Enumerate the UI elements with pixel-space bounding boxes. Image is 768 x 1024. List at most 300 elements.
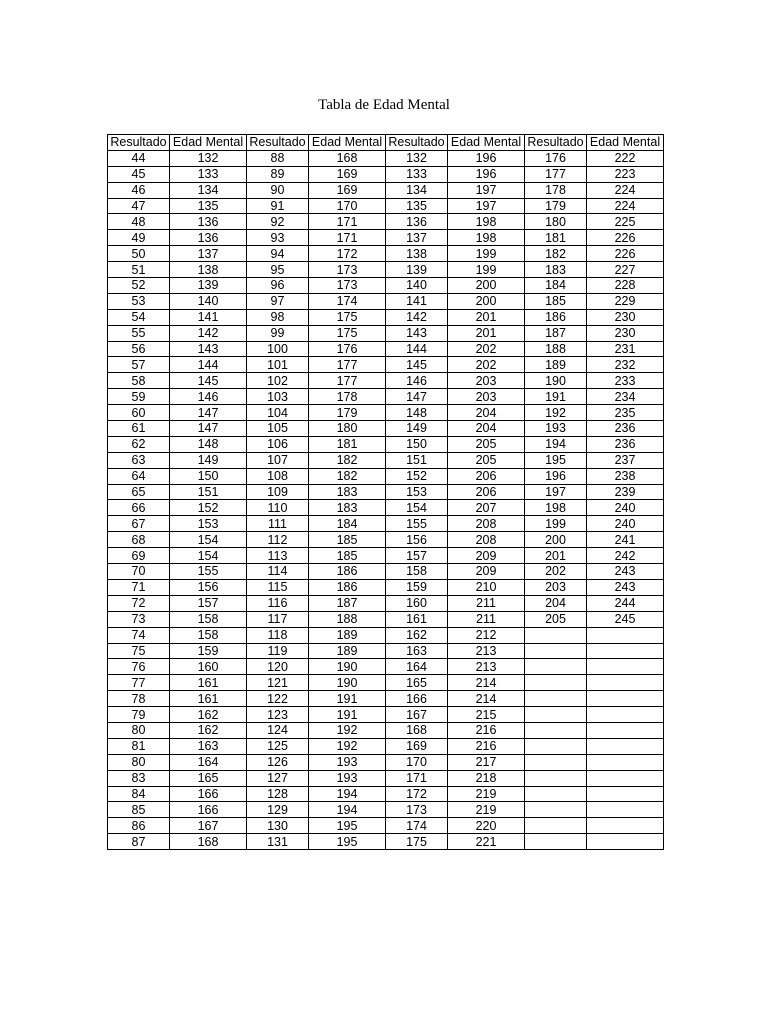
- cell-resultado: 202: [525, 564, 587, 580]
- cell-resultado: 105: [247, 421, 309, 437]
- table-row: [108, 579, 664, 595]
- cell-resultado: 53: [108, 293, 170, 309]
- cell-resultado: 107: [247, 452, 309, 468]
- cell-edad-mental: 176: [309, 341, 386, 357]
- cell-edad-mental: 201: [448, 325, 525, 341]
- cell-edad-mental: [587, 754, 664, 770]
- cell-edad-mental: 232: [587, 357, 664, 373]
- cell-edad-mental: 193: [309, 754, 386, 770]
- cell-resultado: 132: [386, 150, 448, 166]
- cell-edad-mental: 153: [170, 516, 247, 532]
- table-row: [108, 484, 664, 500]
- cell-edad-mental: 140: [170, 293, 247, 309]
- cell-resultado: 62: [108, 436, 170, 452]
- cell-resultado: 51: [108, 262, 170, 278]
- page-title: Tabla de Edad Mental: [318, 97, 450, 113]
- table-row: [108, 548, 664, 564]
- table-row: [108, 230, 664, 246]
- cell-resultado: 91: [247, 198, 309, 214]
- cell-resultado: 72: [108, 595, 170, 611]
- cell-edad-mental: 191: [309, 707, 386, 723]
- cell-edad-mental: 174: [309, 293, 386, 309]
- cell-resultado: [525, 643, 587, 659]
- cell-edad-mental: 165: [170, 770, 247, 786]
- cell-resultado: 81: [108, 738, 170, 754]
- cell-resultado: 162: [386, 627, 448, 643]
- cell-resultado: 75: [108, 643, 170, 659]
- cell-edad-mental: 199: [448, 246, 525, 262]
- cell-edad-mental: 185: [309, 548, 386, 564]
- cell-edad-mental: 231: [587, 341, 664, 357]
- cell-resultado: 47: [108, 198, 170, 214]
- cell-resultado: 161: [386, 611, 448, 627]
- cell-resultado: 58: [108, 373, 170, 389]
- cell-resultado: 152: [386, 468, 448, 484]
- table-row: [108, 150, 664, 166]
- cell-resultado: 198: [525, 500, 587, 516]
- mental-age-table: [107, 134, 664, 850]
- cell-resultado: 145: [386, 357, 448, 373]
- cell-resultado: 74: [108, 627, 170, 643]
- cell-resultado: 151: [386, 452, 448, 468]
- cell-edad-mental: 171: [309, 214, 386, 230]
- cell-edad-mental: 177: [309, 373, 386, 389]
- cell-resultado: 97: [247, 293, 309, 309]
- table-body: [108, 150, 664, 849]
- cell-resultado: 55: [108, 325, 170, 341]
- table-row: [108, 659, 664, 675]
- cell-edad-mental: 213: [448, 643, 525, 659]
- cell-edad-mental: 242: [587, 548, 664, 564]
- cell-edad-mental: 211: [448, 595, 525, 611]
- cell-edad-mental: 229: [587, 293, 664, 309]
- cell-edad-mental: 202: [448, 357, 525, 373]
- cell-resultado: 114: [247, 564, 309, 580]
- cell-edad-mental: 169: [309, 166, 386, 182]
- cell-resultado: 101: [247, 357, 309, 373]
- cell-resultado: 196: [525, 468, 587, 484]
- cell-edad-mental: 147: [170, 405, 247, 421]
- cell-resultado: 171: [386, 770, 448, 786]
- table-row: [108, 786, 664, 802]
- cell-resultado: 87: [108, 834, 170, 850]
- cell-edad-mental: 240: [587, 500, 664, 516]
- cell-resultado: 200: [525, 532, 587, 548]
- cell-resultado: 137: [386, 230, 448, 246]
- table-row: [108, 246, 664, 262]
- cell-resultado: 61: [108, 421, 170, 437]
- cell-edad-mental: 193: [309, 770, 386, 786]
- cell-resultado: 110: [247, 500, 309, 516]
- cell-edad-mental: 200: [448, 278, 525, 294]
- cell-resultado: 197: [525, 484, 587, 500]
- cell-resultado: 141: [386, 293, 448, 309]
- cell-edad-mental: 196: [448, 166, 525, 182]
- cell-edad-mental: 201: [448, 309, 525, 325]
- cell-resultado: 65: [108, 484, 170, 500]
- cell-resultado: 177: [525, 166, 587, 182]
- cell-resultado: 68: [108, 532, 170, 548]
- table-row: [108, 405, 664, 421]
- cell-edad-mental: 202: [448, 341, 525, 357]
- cell-edad-mental: 222: [587, 150, 664, 166]
- cell-edad-mental: 194: [309, 786, 386, 802]
- cell-edad-mental: 161: [170, 691, 247, 707]
- cell-resultado: 46: [108, 182, 170, 198]
- cell-resultado: 84: [108, 786, 170, 802]
- cell-edad-mental: [587, 691, 664, 707]
- column-header-resultado: Resultado: [247, 135, 309, 151]
- cell-edad-mental: 167: [170, 818, 247, 834]
- cell-edad-mental: 183: [309, 484, 386, 500]
- cell-resultado: 128: [247, 786, 309, 802]
- cell-resultado: 49: [108, 230, 170, 246]
- cell-resultado: 80: [108, 754, 170, 770]
- column-header-resultado: Resultado: [108, 135, 170, 151]
- cell-edad-mental: 219: [448, 802, 525, 818]
- cell-edad-mental: 143: [170, 341, 247, 357]
- cell-edad-mental: 146: [170, 389, 247, 405]
- cell-resultado: 170: [386, 754, 448, 770]
- cell-edad-mental: 208: [448, 532, 525, 548]
- cell-edad-mental: 216: [448, 738, 525, 754]
- cell-edad-mental: 224: [587, 198, 664, 214]
- cell-resultado: [525, 834, 587, 850]
- cell-resultado: 166: [386, 691, 448, 707]
- cell-resultado: 172: [386, 786, 448, 802]
- cell-edad-mental: 190: [309, 675, 386, 691]
- cell-resultado: 142: [386, 309, 448, 325]
- cell-resultado: 73: [108, 611, 170, 627]
- cell-resultado: 131: [247, 834, 309, 850]
- cell-resultado: 164: [386, 659, 448, 675]
- cell-resultado: [525, 770, 587, 786]
- cell-edad-mental: 175: [309, 309, 386, 325]
- cell-edad-mental: 186: [309, 564, 386, 580]
- cell-resultado: [525, 738, 587, 754]
- cell-edad-mental: 227: [587, 262, 664, 278]
- cell-edad-mental: 205: [448, 436, 525, 452]
- cell-edad-mental: [587, 643, 664, 659]
- cell-resultado: 125: [247, 738, 309, 754]
- cell-edad-mental: 141: [170, 309, 247, 325]
- cell-edad-mental: 195: [309, 818, 386, 834]
- cell-edad-mental: 151: [170, 484, 247, 500]
- cell-edad-mental: 207: [448, 500, 525, 516]
- cell-edad-mental: [587, 818, 664, 834]
- cell-edad-mental: 150: [170, 468, 247, 484]
- cell-edad-mental: [587, 675, 664, 691]
- cell-edad-mental: 179: [309, 405, 386, 421]
- cell-resultado: 64: [108, 468, 170, 484]
- cell-edad-mental: [587, 722, 664, 738]
- cell-edad-mental: 230: [587, 325, 664, 341]
- cell-edad-mental: 196: [448, 150, 525, 166]
- table-row: [108, 421, 664, 437]
- cell-resultado: 123: [247, 707, 309, 723]
- cell-resultado: [525, 627, 587, 643]
- cell-resultado: 188: [525, 341, 587, 357]
- table-row: [108, 643, 664, 659]
- cell-resultado: 178: [525, 182, 587, 198]
- cell-edad-mental: 245: [587, 611, 664, 627]
- cell-edad-mental: 145: [170, 373, 247, 389]
- cell-edad-mental: 233: [587, 373, 664, 389]
- cell-resultado: 70: [108, 564, 170, 580]
- table-row: [108, 357, 664, 373]
- cell-edad-mental: 209: [448, 564, 525, 580]
- cell-resultado: 180: [525, 214, 587, 230]
- cell-edad-mental: 198: [448, 230, 525, 246]
- cell-resultado: 126: [247, 754, 309, 770]
- cell-resultado: [525, 818, 587, 834]
- table-row: [108, 818, 664, 834]
- cell-resultado: 122: [247, 691, 309, 707]
- cell-edad-mental: 157: [170, 595, 247, 611]
- cell-edad-mental: [587, 786, 664, 802]
- cell-edad-mental: [587, 834, 664, 850]
- cell-resultado: 54: [108, 309, 170, 325]
- table-row: [108, 468, 664, 484]
- cell-edad-mental: 190: [309, 659, 386, 675]
- cell-resultado: 193: [525, 421, 587, 437]
- cell-resultado: 60: [108, 405, 170, 421]
- cell-edad-mental: 133: [170, 166, 247, 182]
- cell-resultado: 169: [386, 738, 448, 754]
- column-header-edad-mental: Edad Mental: [448, 135, 525, 151]
- table-row: [108, 262, 664, 278]
- cell-edad-mental: 147: [170, 421, 247, 437]
- cell-resultado: 96: [247, 278, 309, 294]
- table-row: [108, 738, 664, 754]
- cell-edad-mental: 158: [170, 627, 247, 643]
- table-row: [108, 309, 664, 325]
- cell-resultado: 182: [525, 246, 587, 262]
- table-row: [108, 389, 664, 405]
- column-header-resultado: Resultado: [525, 135, 587, 151]
- cell-resultado: 76: [108, 659, 170, 675]
- cell-resultado: 88: [247, 150, 309, 166]
- cell-edad-mental: 187: [309, 595, 386, 611]
- cell-edad-mental: 189: [309, 643, 386, 659]
- table-row: [108, 166, 664, 182]
- cell-edad-mental: 204: [448, 405, 525, 421]
- cell-edad-mental: 162: [170, 722, 247, 738]
- cell-resultado: 113: [247, 548, 309, 564]
- cell-edad-mental: 209: [448, 548, 525, 564]
- cell-resultado: 187: [525, 325, 587, 341]
- cell-edad-mental: 197: [448, 182, 525, 198]
- cell-resultado: 56: [108, 341, 170, 357]
- cell-resultado: 138: [386, 246, 448, 262]
- cell-resultado: [525, 691, 587, 707]
- cell-edad-mental: 218: [448, 770, 525, 786]
- header-row: [108, 135, 664, 151]
- cell-resultado: 80: [108, 722, 170, 738]
- cell-edad-mental: 182: [309, 468, 386, 484]
- cell-edad-mental: 138: [170, 262, 247, 278]
- cell-edad-mental: 169: [309, 182, 386, 198]
- cell-resultado: 90: [247, 182, 309, 198]
- cell-edad-mental: [587, 802, 664, 818]
- column-header-edad-mental: Edad Mental: [309, 135, 386, 151]
- cell-edad-mental: 168: [170, 834, 247, 850]
- cell-edad-mental: 173: [309, 262, 386, 278]
- cell-resultado: 153: [386, 484, 448, 500]
- cell-resultado: 98: [247, 309, 309, 325]
- table-row: [108, 722, 664, 738]
- cell-resultado: 154: [386, 500, 448, 516]
- cell-edad-mental: 225: [587, 214, 664, 230]
- cell-edad-mental: 205: [448, 452, 525, 468]
- cell-resultado: 95: [247, 262, 309, 278]
- table-row: [108, 452, 664, 468]
- cell-edad-mental: 203: [448, 373, 525, 389]
- cell-resultado: 190: [525, 373, 587, 389]
- cell-edad-mental: 192: [309, 738, 386, 754]
- cell-edad-mental: 226: [587, 246, 664, 262]
- cell-resultado: 124: [247, 722, 309, 738]
- cell-resultado: 66: [108, 500, 170, 516]
- column-header-resultado: Resultado: [386, 135, 448, 151]
- cell-edad-mental: 206: [448, 468, 525, 484]
- cell-edad-mental: 154: [170, 532, 247, 548]
- cell-edad-mental: 170: [309, 198, 386, 214]
- cell-resultado: 108: [247, 468, 309, 484]
- cell-edad-mental: 204: [448, 421, 525, 437]
- cell-resultado: 156: [386, 532, 448, 548]
- cell-resultado: [525, 659, 587, 675]
- cell-edad-mental: 203: [448, 389, 525, 405]
- cell-resultado: 183: [525, 262, 587, 278]
- table-row: [108, 293, 664, 309]
- cell-resultado: 139: [386, 262, 448, 278]
- cell-resultado: 129: [247, 802, 309, 818]
- cell-edad-mental: 219: [448, 786, 525, 802]
- cell-edad-mental: 191: [309, 691, 386, 707]
- cell-resultado: 112: [247, 532, 309, 548]
- cell-resultado: 86: [108, 818, 170, 834]
- cell-edad-mental: 236: [587, 436, 664, 452]
- cell-edad-mental: 166: [170, 802, 247, 818]
- cell-resultado: 199: [525, 516, 587, 532]
- cell-edad-mental: 217: [448, 754, 525, 770]
- cell-resultado: 146: [386, 373, 448, 389]
- cell-edad-mental: 215: [448, 707, 525, 723]
- cell-resultado: 117: [247, 611, 309, 627]
- cell-resultado: 173: [386, 802, 448, 818]
- cell-resultado: 155: [386, 516, 448, 532]
- cell-edad-mental: 243: [587, 564, 664, 580]
- cell-resultado: 143: [386, 325, 448, 341]
- cell-resultado: 157: [386, 548, 448, 564]
- cell-edad-mental: 213: [448, 659, 525, 675]
- cell-edad-mental: 237: [587, 452, 664, 468]
- cell-edad-mental: 139: [170, 278, 247, 294]
- cell-resultado: 181: [525, 230, 587, 246]
- cell-resultado: 147: [386, 389, 448, 405]
- table-row: [108, 595, 664, 611]
- cell-resultado: 83: [108, 770, 170, 786]
- cell-resultado: 133: [386, 166, 448, 182]
- cell-resultado: 203: [525, 579, 587, 595]
- cell-resultado: 134: [386, 182, 448, 198]
- cell-edad-mental: 244: [587, 595, 664, 611]
- cell-resultado: 165: [386, 675, 448, 691]
- cell-edad-mental: [587, 770, 664, 786]
- cell-edad-mental: 234: [587, 389, 664, 405]
- cell-edad-mental: 163: [170, 738, 247, 754]
- cell-edad-mental: 214: [448, 691, 525, 707]
- cell-resultado: 93: [247, 230, 309, 246]
- cell-resultado: 135: [386, 198, 448, 214]
- table-row: [108, 675, 664, 691]
- cell-resultado: 67: [108, 516, 170, 532]
- cell-edad-mental: 135: [170, 198, 247, 214]
- cell-edad-mental: 236: [587, 421, 664, 437]
- cell-edad-mental: 152: [170, 500, 247, 516]
- cell-edad-mental: 160: [170, 659, 247, 675]
- table-row: [108, 341, 664, 357]
- cell-edad-mental: 149: [170, 452, 247, 468]
- cell-edad-mental: 230: [587, 309, 664, 325]
- cell-resultado: 44: [108, 150, 170, 166]
- cell-resultado: 204: [525, 595, 587, 611]
- cell-edad-mental: 134: [170, 182, 247, 198]
- cell-resultado: 158: [386, 564, 448, 580]
- cell-resultado: 195: [525, 452, 587, 468]
- cell-resultado: [525, 722, 587, 738]
- cell-resultado: 120: [247, 659, 309, 675]
- cell-edad-mental: 243: [587, 579, 664, 595]
- cell-resultado: 136: [386, 214, 448, 230]
- cell-edad-mental: 154: [170, 548, 247, 564]
- cell-resultado: 189: [525, 357, 587, 373]
- cell-resultado: 119: [247, 643, 309, 659]
- cell-resultado: 148: [386, 405, 448, 421]
- cell-resultado: 130: [247, 818, 309, 834]
- cell-edad-mental: 189: [309, 627, 386, 643]
- cell-resultado: 50: [108, 246, 170, 262]
- cell-edad-mental: 211: [448, 611, 525, 627]
- cell-edad-mental: 142: [170, 325, 247, 341]
- cell-edad-mental: 194: [309, 802, 386, 818]
- cell-edad-mental: 226: [587, 230, 664, 246]
- table-row: [108, 611, 664, 627]
- cell-edad-mental: 162: [170, 707, 247, 723]
- cell-resultado: 140: [386, 278, 448, 294]
- cell-resultado: 201: [525, 548, 587, 564]
- cell-edad-mental: 172: [309, 246, 386, 262]
- cell-resultado: 175: [386, 834, 448, 850]
- cell-edad-mental: [587, 659, 664, 675]
- cell-edad-mental: 158: [170, 611, 247, 627]
- table-row: [108, 214, 664, 230]
- cell-resultado: 48: [108, 214, 170, 230]
- cell-resultado: 103: [247, 389, 309, 405]
- cell-resultado: 106: [247, 436, 309, 452]
- table-row: [108, 325, 664, 341]
- cell-edad-mental: 177: [309, 357, 386, 373]
- table-row: [108, 436, 664, 452]
- cell-edad-mental: [587, 707, 664, 723]
- cell-edad-mental: 224: [587, 182, 664, 198]
- cell-edad-mental: 220: [448, 818, 525, 834]
- cell-resultado: 149: [386, 421, 448, 437]
- cell-edad-mental: 173: [309, 278, 386, 294]
- cell-edad-mental: 180: [309, 421, 386, 437]
- table-row: [108, 691, 664, 707]
